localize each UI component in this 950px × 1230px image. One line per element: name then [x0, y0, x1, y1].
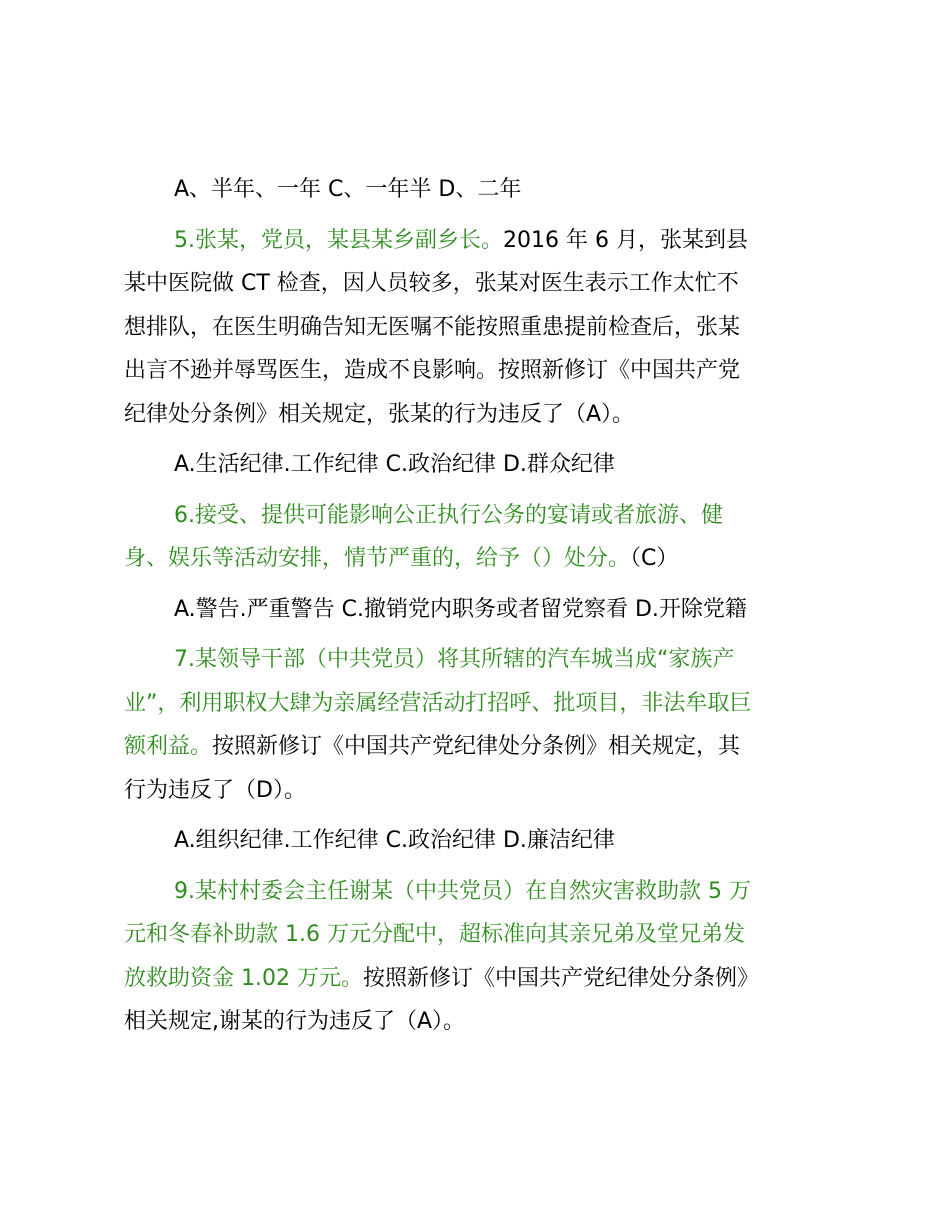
q7-stem-text: 按照新修订《中国共产党纪律处分条例》相关规定，其 — [212, 734, 741, 759]
question-7 — [124, 638, 838, 812]
q5-options: A.生活纪律.工作纪律 C.政治纪律 D.群众纪律 — [174, 452, 615, 477]
q7-line-2: 业”，利用职权大肆为亲属经营活动打招呼、批项目，非法牟取巨 — [124, 690, 752, 716]
q9-stem-highlight: 放救助资金 1.02 万元。 — [124, 965, 363, 991]
q6-stem-highlight: 身、娱乐等活动安排，情节严重的，给予（）处分。 — [124, 546, 631, 571]
q9-stem-text: 按照新修订《中国共产党纪律处分条例》 — [362, 965, 759, 991]
q9-line-2: 元和冬春补助款 1.6 万元分配中，超标准向其亲兄弟及堂兄弟发 — [124, 922, 745, 947]
q5-line-4: 出言不逊并辱骂医生，造成不良影响。按照新修订《中国共产党 — [124, 358, 741, 383]
q5-line-1 — [124, 219, 838, 263]
q9-line-3 — [124, 957, 838, 1001]
q5-stem-highlight: 5.张某，党员，某县某乡副乡长。 — [174, 227, 503, 253]
question-6 — [124, 494, 838, 581]
q7-options: A.组织纪律.工作纪律 C.政治纪律 D.廉洁纪律 — [174, 828, 615, 853]
question-5 — [124, 219, 838, 437]
q5-line-3: 想排队，在医生明确告知无医嘱不能按照重患提前检查后，张某 — [124, 314, 741, 340]
q7-line-1: 7.某领导干部（中共党员）将其所辖的汽车城当成“家族产 — [174, 647, 735, 672]
question-9 — [124, 870, 838, 1044]
q7-stem-highlight: 额利益。 — [124, 734, 213, 759]
q6-options: A.警告.严重警告 C.撤销党内职务或者留党察看 D.开除党籍 — [174, 596, 747, 622]
q4-options: A、半年、一年 C、一年半 D、二年 — [174, 177, 522, 202]
q9-line-1: 9.某村村委会主任谢某（中共党员）在自然灾害救助款 5 万 — [174, 878, 751, 904]
q7-line-3 — [124, 725, 838, 769]
q9-line-4: 相关规定,谢某的行为违反了（A）。 — [124, 1009, 466, 1034]
document-page — [124, 168, 838, 1044]
q6-answer: （C） — [630, 546, 679, 571]
q5-line-2: 某中医院做 CT 检查，因人员较多，张某对医生表示工作太忙不 — [124, 271, 739, 296]
q6-line-1: 6.接受、提供可能影响公正执行公务的宴请或者旅游、健 — [174, 502, 723, 528]
q7-line-4: 行为违反了（D）。 — [124, 777, 306, 803]
q6-line-2 — [124, 537, 838, 581]
q5-stem-text: 2016 年 6 月，张某到县 — [503, 227, 748, 253]
q5-line-5: 纪律处分条例》相关规定，张某的行为违反了（A）。 — [124, 401, 635, 427]
